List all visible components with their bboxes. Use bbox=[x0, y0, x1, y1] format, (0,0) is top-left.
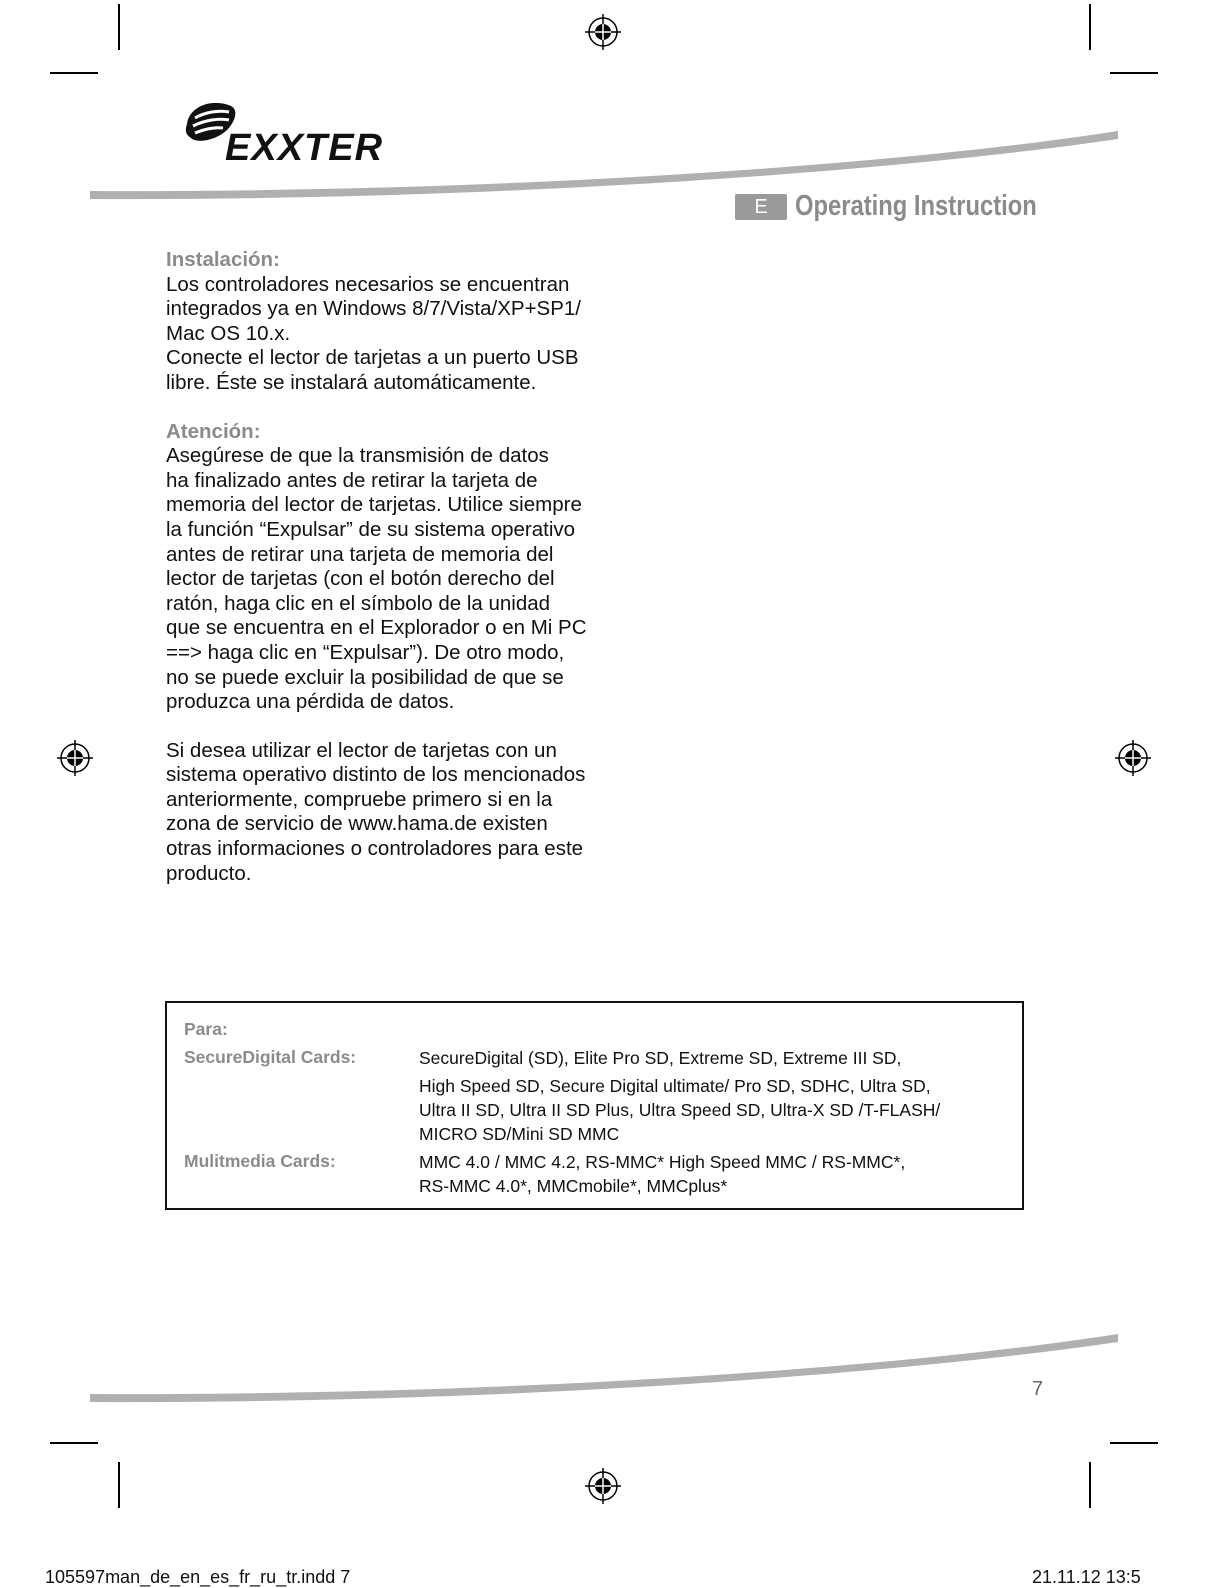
supported-cards-box bbox=[165, 1001, 1024, 1210]
paragraph-line: anteriormente, compruebe primero si en la bbox=[166, 787, 553, 811]
sd-cards-list bbox=[419, 1046, 1009, 1146]
paragraph-line: lector de tarjetas (con el botón derecho del bbox=[166, 567, 555, 591]
footer-filename: 105597man_de_en_es_fr_ru_tr.indd 7 bbox=[45, 1567, 351, 1587]
language-badge: E bbox=[735, 194, 787, 220]
mmc-cards-list bbox=[419, 1150, 1009, 1198]
paragraph-line: que se encuentra en el Explorador o en Mi PC bbox=[166, 616, 587, 640]
page-title: Operating Instruction bbox=[795, 190, 1037, 222]
sd-cards-line: Ultra II SD, Ultra II SD Plus, Ultra Speed SD, Ultra-X SD /T-FLASH/ bbox=[419, 1100, 941, 1120]
paragraph-line: memoria del lector de tarjetas. Utilice siempre bbox=[166, 493, 582, 517]
paragraph-line: ha finalizado antes de retirar la tarjeta de bbox=[166, 468, 538, 492]
paragraph-line: produzca una pérdida de datos. bbox=[166, 690, 455, 714]
paragraph-line: zona de servicio de www.hama.de existen bbox=[166, 812, 548, 836]
paragraph-line: antes de retirar una tarjeta de memoria del bbox=[166, 542, 554, 566]
paragraph-line: no se puede excluir la posibilidad de que se bbox=[166, 665, 564, 689]
mmc-cards-label: Mulitmedia Cards: bbox=[184, 1151, 336, 1171]
brand-name: EXXTER bbox=[225, 127, 384, 169]
paragraph-line: Asegúrese de que la transmisión de datos bbox=[166, 444, 549, 468]
paragraph-line: Los controladores necesarios se encuentran bbox=[166, 272, 570, 296]
instructions-column bbox=[166, 248, 636, 886]
para-label: Para: bbox=[184, 1019, 228, 1039]
sd-cards-line: High Speed SD, Secure Digital ultimate/ Pro SD, SDHC, Ultra SD, bbox=[419, 1076, 931, 1096]
page-number: 7 bbox=[1032, 1378, 1044, 1400]
paragraph-line: libre. Éste se instalará automáticamente. bbox=[166, 370, 537, 394]
paragraph-line: integrados ya en Windows 8/7/Vista/XP+SP1/ bbox=[166, 297, 581, 321]
paragraph-line: Conecte el lector de tarjetas a un puerto USB bbox=[166, 346, 579, 370]
sd-cards-line: MICRO SD/Mini SD MMC bbox=[419, 1124, 620, 1144]
mmc-cards-line: MMC 4.0 / MMC 4.2, RS-MMC* High Speed MMC / RS-MMC*, bbox=[419, 1152, 906, 1172]
paragraph-line: la función “Expulsar” de su sistema operativo bbox=[166, 517, 576, 541]
crop-mark bbox=[1110, 1442, 1158, 1444]
mmc-cards-line: RS-MMC 4.0*, MMCmobile*, MMCplus* bbox=[419, 1176, 728, 1196]
paragraph-line: producto. bbox=[166, 861, 252, 885]
crop-mark bbox=[118, 1462, 120, 1508]
paragraph-line: sistema operativo distinto de los mencionados bbox=[166, 763, 586, 787]
installation-heading: Instalación: bbox=[166, 248, 280, 271]
paragraph-line: Mac OS 10.x. bbox=[166, 321, 291, 345]
crop-mark bbox=[50, 72, 98, 74]
sd-cards-label: SecureDigital Cards: bbox=[184, 1047, 357, 1067]
attention-heading: Atención: bbox=[166, 419, 261, 443]
registration-mark-icon bbox=[583, 1466, 623, 1506]
registration-mark-icon bbox=[55, 738, 95, 778]
crop-mark bbox=[118, 4, 120, 50]
sd-cards-line: SecureDigital (SD), Elite Pro SD, Extreme SD, Extreme III SD, bbox=[419, 1048, 902, 1068]
crop-mark bbox=[1089, 4, 1091, 50]
paragraph-line: ==> haga clic en “Expulsar”). De otro modo, bbox=[166, 640, 565, 664]
paragraph-line: Si desea utilizar el lector de tarjetas con un bbox=[166, 738, 557, 762]
crop-mark bbox=[1089, 1462, 1091, 1508]
crop-mark bbox=[1110, 72, 1158, 74]
section-header bbox=[735, 190, 1090, 223]
crop-mark bbox=[50, 1442, 98, 1444]
registration-mark-icon bbox=[583, 12, 623, 52]
footer-date: 21.11.12 13:5 bbox=[1032, 1567, 1141, 1587]
paragraph-line: otras informaciones o controladores para este bbox=[166, 837, 584, 861]
registration-mark-icon bbox=[1113, 738, 1153, 778]
paragraph-line: ratón, haga clic en el símbolo de la unidad bbox=[166, 591, 551, 615]
